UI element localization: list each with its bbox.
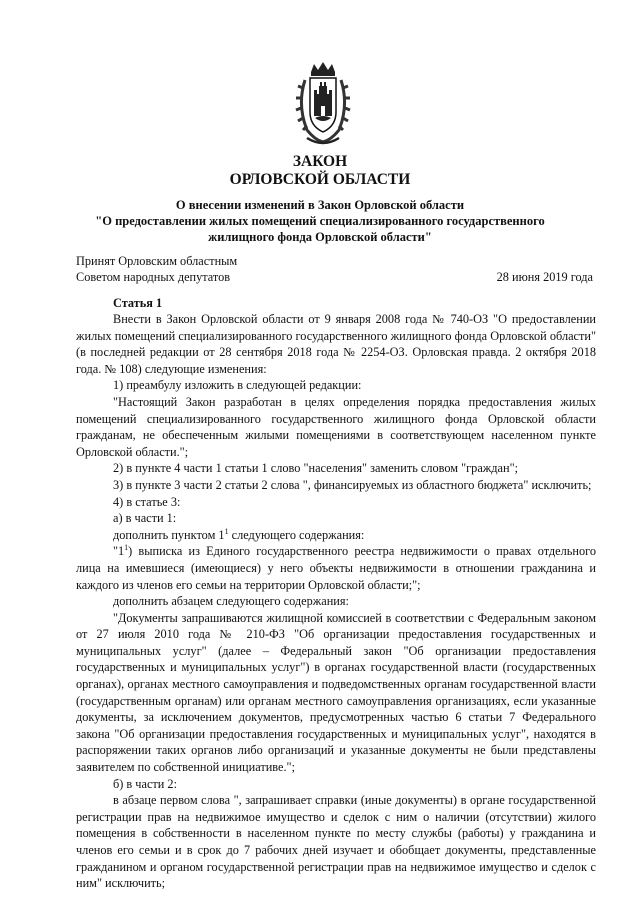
paragraph: 2) в пункте 4 части 1 статьи 1 слово "населения" заменить словом "граждан"; (113, 461, 519, 476)
paragraph (76, 543, 596, 593)
article-heading: Статья 1 (113, 296, 163, 310)
law-title-line2: ОРЛОВСКОЙ ОБЛАСТИ (229, 171, 411, 188)
paragraph: а) в части 1: (113, 511, 177, 526)
paragraph-text: дополнить пунктом 1 (113, 527, 225, 542)
subtitle-line2: "О предоставлении жилых помещений специализированного государственного (95, 214, 545, 228)
adoption-date: 28 июня 2019 года (496, 270, 593, 284)
paragraph: 3) в пункте 3 части 2 статьи 2 слова ", финансируемых из областного бюджета" исключить; (113, 477, 592, 492)
paragraph (76, 527, 596, 544)
superscript: 1 (124, 543, 129, 553)
paragraph-text: ) выписка из Единого государственного реестра недвижимости о правах отдельного лица на имевшиеся (имеющиеся) у него объекты недвижимости в отношении гражданина и каждого из членов его семьи на территории Орловской области;"; (76, 544, 596, 592)
paragraph-text: следующего содержания: (228, 527, 365, 542)
paragraph: в абзаце первом слова ", запрашивает справки (иные документы) в органе государственной регистрации прав на недвижимое имущество и сделок с ним о наличии (отсутствии) жилого помещения в собственности в населенном пункте по месту службы (работы) у гражданина и членов его семьи и в срок до 7 рабочих дней изучает и обобщает документы, представленные гражданином и органом государственной регистрации прав на недвижимое имущество и сделок с ним" исключить; (76, 793, 596, 891)
paragraph: 1) преамбулу изложить в следующей редакции: (113, 378, 362, 393)
paragraph: Внести в Закон Орловской области от 9 января 2008 года № 740-ОЗ "О предоставлении жилых помещений специализированного государственного жилищного фонда Орловской области" (в последней редакции от 28 сентября 2018 года № 2254-ОЗ. Орловская правда. 2 октября 2018 года. № 108) следующие изменения: (76, 312, 596, 376)
adoption-block (76, 253, 237, 285)
paragraph-text: "1 (113, 544, 125, 559)
paragraph: 4) в статье 3: (113, 494, 181, 509)
coat-of-arms-icon (295, 60, 351, 150)
paragraph: дополнить абзацем следующего содержания: (113, 594, 349, 609)
adoption-line1: Принят Орловским областным (76, 254, 238, 268)
subtitle-line3: жилищного фонда Орловской области" (208, 230, 432, 244)
paragraph: б) в части 2: (113, 776, 178, 791)
subtitle-line1: О внесении изменений в Закон Орловской области (175, 198, 465, 212)
paragraph: "Документы запрашиваются жилищной комиссией в соответствии с Федеральным законом от 27 июля 2010 года № 210-ФЗ "Об организации предоставления государственных и муниципальных услуг" (далее – Федеральный закон "Об организации предоставления государственных и муниципальных услуг") в органах государственной власти (государственных органах), органах местного самоуправления и подведомственных органам государственной власти (государственным органам) или органам местного самоуправления организациях, если указанные документы, за исключением документов, предусмотренных частью 6 статьи 7 Федерального закона "Об организации предоставления государственных и муниципальных услуг", находятся в распоряжении таких органов либо организаций и указанные документы не были представлены заявителем по собственной инициативе."; (76, 610, 596, 775)
article-body (76, 311, 596, 892)
law-title-line1: ЗАКОН (292, 153, 348, 170)
adoption-line2: Советом народных депутатов (76, 270, 231, 284)
superscript: 1 (224, 526, 229, 536)
paragraph: "Настоящий Закон разработан в целях определения порядка предоставления жилых помещений специализированного государственного жилищного фонда Орловской области гражданам, не обеспеченным жилыми помещениями в соответствующем населенном пункте Орловской области."; (76, 394, 596, 459)
